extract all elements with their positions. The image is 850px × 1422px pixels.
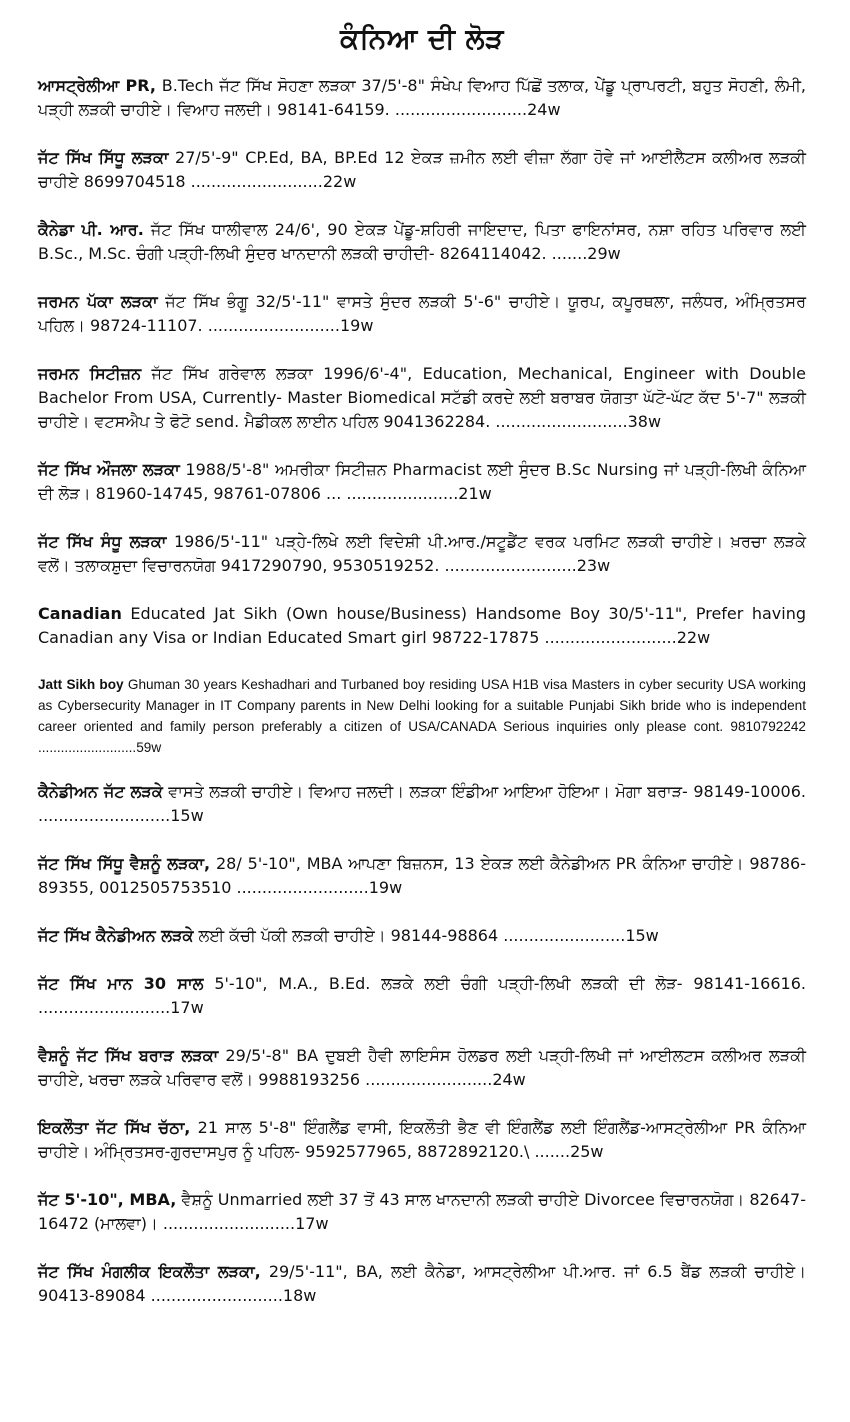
ad-body: 21 ਸਾਲ 5'-8" ਇੰਗਲੈਂਡ ਵਾਸੀ, ਇਕਲੌਤੀ ਭੈਣ ਵੀ ਇੰਗਲੈਂਡ ਲਈ ਇੰਗਲੈਂਡ-ਆਸਟ੍ਰੇਲੀਆ PR ਕੰਨਿਆ ਚਾਹੀਏ। ਅੰਮ੍ਰਿਤਸਰ-ਗੁਰਦਾਸਪੁਰ ਨੂੰ ਪਹਿਲ- 9592577965, 8872892120.\ <box>38 1118 806 1161</box>
ad-body: 1986/5'-11" ਪੜ੍ਹੇ-ਲਿਖੇ ਲਈ ਵਿਦੇਸ਼ੀ ਪੀ.ਆਰ./ਸਟੂਡੈਂਟ ਵਰਕ ਪਰਮਿਟ ਲੜਕੀ ਚਾਹੀਏ। ਖ਼ਰਚਾ ਲੜਕੇ ਵਲੋਂ। ਤਲਾਕਸ਼ੁਦਾ ਵਿਚਾਰਨਯੋਗ 9417290790, 9530519252. <box>38 532 807 575</box>
ad-body: ਲਈ ਕੱਚੀ ਪੱਕੀ ਲੜਕੀ ਚਾਹੀਏ। 98144-98864 <box>193 926 499 945</box>
classified-ad <box>38 1116 806 1164</box>
ad-body: Ghuman 30 years Keshadhari and Turbaned boy residing USA H1B visa Masters in cyber security USA working as Cybersecurity Manager in IT Company parents in New Delhi looking for a suitable Punjabi Sikh bride who is independent career oriented and family person preferably a citizen of USA/CANADA Serious inquiries only please cont. 9810792242 <box>38 677 806 734</box>
ad-code: ..........................59w <box>38 740 162 755</box>
ad-lead: Jatt Sikh boy <box>38 677 124 692</box>
ad-code: ..........................17w <box>38 998 204 1017</box>
ad-lead: ਜੱਟ ਸਿੱਖ ਕੈਨੇਡੀਅਨ ਲੜਕੇ <box>38 926 194 945</box>
ad-lead: Canadian <box>38 604 122 623</box>
classified-page <box>0 22 850 1422</box>
classified-ad <box>38 972 806 1020</box>
classified-ad <box>38 146 806 194</box>
ad-code: ..........................19w <box>231 878 403 897</box>
ad-lead: ਜਰਮਨ ਸਿਟੀਜ਼ਨ <box>38 364 142 383</box>
ads-list <box>38 74 806 1332</box>
classified-ad <box>38 458 806 506</box>
classified-ad <box>38 1044 806 1092</box>
classified-ad <box>38 852 806 900</box>
ad-body: ਜੱਟ ਸਿੱਖ ਭੰਗੂ 32/5'-11" ਵਾਸਤੇ ਸੁੰਦਰ ਲੜਕੀ 5'-6" ਚਾਹੀਏ। ਯੂਰਪ, ਕਪੂਰਥਲਾ, ਜਲੰਧਰ, ਅੰਮ੍ਰਿਤਸਰ ਪਹਿਲ। 98724-11107. <box>38 292 806 335</box>
classified-ad <box>38 1260 806 1308</box>
ad-code: .......25w <box>529 1142 604 1161</box>
ad-code: ........................15w <box>498 926 659 945</box>
ad-lead: ਇਕਲੌਤਾ ਜੱਟ ਸਿੱਖ ਚੱਠਾ, <box>38 1118 191 1137</box>
ad-lead: ਜੱਟ ਸਿੱਖ ਸੰਧੂ ਲੜਕਾ <box>38 532 167 551</box>
ad-lead: ਜੱਟ ਸਿੱਖ ਔਜਲਾ ਲੜਕਾ <box>38 460 180 479</box>
ad-lead: ਜੱਟ ਸਿੱਖ ਮੰਗਲੀਕ ਇਕਲੌਤਾ ਲੜਕਾ, <box>38 1262 261 1281</box>
ad-code: ......................21w <box>341 484 492 503</box>
classified-ad <box>38 362 806 434</box>
ad-body: 1988/5'-8" ਅਮਰੀਕਾ ਸਿਟੀਜ਼ਨ Pharmacist ਲਈ ਸੁੰਦਰ B.Sc Nursing ਜਾਂ ਪੜ੍ਹੀ-ਲਿਖੀ ਕੰਨਿਆ ਦੀ ਲੋੜ। 81960-14745, 98761-07806 ... <box>38 460 807 503</box>
classified-ad <box>38 290 806 338</box>
ad-code: ..........................19w <box>202 316 374 335</box>
ad-lead: ਕੈਨੇਡੀਅਨ ਜੱਟ ਲੜਕੇ <box>38 782 163 801</box>
ad-lead: ਜੱਟ ਸਿੱਖ ਸਿੱਧੂ ਲੜਕਾ <box>38 148 169 167</box>
ad-code: ..........................24w <box>389 100 561 119</box>
ad-body: Educated Jat Sikh (Own house/Business) Handsome Boy 30/5'-11", Prefer having Canadian any Visa or Indian Educated Smart girl 98722-17875 <box>38 604 806 647</box>
ad-lead: ਵੈਸ਼ਨੂੰ ਜੱਟ ਸਿੱਖ ਬਰਾੜ ਲੜਕਾ <box>38 1046 219 1065</box>
ad-body: ਵਾਸਤੇ ਲੜਕੀ ਚਾਹੀਏ। ਵਿਆਹ ਜਲਦੀ। ਲੜਕਾ ਇੰਡੀਆ ਆਇਆ ਹੋਇਆ। ਮੋਗਾ ਬਰਾੜ- 98149-10006. <box>162 782 806 801</box>
ad-code: ..........................18w <box>145 1286 317 1305</box>
page-title: ਕੰਨਿਆ ਦੀ ਲੋੜ <box>340 22 504 55</box>
classified-ad <box>38 218 806 266</box>
ad-code: ..........................38w <box>490 412 662 431</box>
ad-lead: ਜੱਟ ਸਿੱਖ ਮਾਨ 30 ਸਾਲ <box>38 974 204 993</box>
ad-body: 29/5'-8" BA ਦੁਬਈ ਹੈਵੀ ਲਾਇਸੰਸ ਹੋਲਡਰ ਲਈ ਪੜ੍ਹੀ-ਲਿਖੀ ਜਾਂ ਆਈਲਟਸ ਕਲੀਅਰ ਲੜਕੀ ਚਾਹੀਏ, ਖਰਚਾ ਲੜਕੇ ਪਰਿਵਾਰ ਵਲੋਂ। 9988193256 <box>38 1046 806 1089</box>
ad-body: ਵੈਸ਼ਨੂੰ Unmarried ਲਈ 37 ਤੋਂ 43 ਸਾਲ ਖਾਨਦਾਨੀ ਲੜਕੀ ਚਾਹੀਏ Divorcee ਵਿਚਾਰਨਯੋਗ। 82647-16472 (ਮਾਲਵਾ)। <box>38 1190 806 1233</box>
ad-body: ਜੱਟ ਸਿੱਖ ਗਰੇਵਾਲ ਲੜਕਾ 1996/6'-4", Education, Mechanical, Engineer with Double Bachelor From USA, Currently- Master Biomedical ਸਟੱਡੀ ਕਰਦੇ ਲਈ ਬਰਾਬਰ ਯੋਗਤਾ ਘੱਟੋ-ਘੱਟ ਕੱਦ 5'-7" ਲੜਕੀ ਚਾਹੀਏ। ਵਟਸਐਪ ਤੇ ਫੋਟੋ send. ਮੈਡੀਕਲ ਲਾਈਨ ਪਹਿਲ 9041362284. <box>38 364 807 431</box>
ad-lead: ਜੱਟ 5'-10", MBA, <box>38 1190 177 1209</box>
ad-lead: ਆਸਟ੍ਰੇਲੀਆ PR, <box>38 76 156 95</box>
ad-lead: ਜਰਮਨ ਪੱਕਾ ਲੜਕਾ <box>38 292 158 311</box>
ad-code: .......29w <box>546 244 621 263</box>
classified-ad <box>38 74 806 122</box>
classified-ad <box>38 924 806 948</box>
ad-lead: ਜੱਟ ਸਿੱਖ ਸਿੱਧੂ ਵੈਸ਼ਨੂੰ ਲੜਕਾ, <box>38 854 211 873</box>
classified-ad <box>38 674 806 758</box>
classified-ad <box>38 530 806 578</box>
classified-ad <box>38 602 806 650</box>
classified-ad <box>38 1188 806 1236</box>
ad-code: ..........................17w <box>157 1214 329 1233</box>
ad-code: ..........................22w <box>185 172 357 191</box>
ad-code: ..........................22w <box>539 628 711 647</box>
ad-code: ..........................23w <box>439 556 611 575</box>
ad-body: 28/ 5'-10", MBA ਆਪਣਾ ਬਿਜ਼ਨਸ, 13 ਏਕੜ ਲਈ ਕੈਨੇਡੀਅਨ PR ਕੰਨਿਆ ਚਾਹੀਏ। 98786-89355, 0012505753510 <box>38 854 806 897</box>
ad-body: ਜੱਟ ਸਿੱਖ ਧਾਲੀਵਾਲ 24/6', 90 ਏਕੜ ਪੇਂਡੂ-ਸ਼ਹਿਰੀ ਜਾਇਦਾਦ, ਪਿਤਾ ਫਾਇਨਾਂਸਰ, ਨਸ਼ਾ ਰਹਿਤ ਪਰਿਵਾਰ ਲਈ B.Sc., M.Sc. ਚੰਗੀ ਪੜ੍ਹੀ-ਲਿਖੀ ਸੁੰਦਰ ਖਾਨਦਾਨੀ ਲੜਕੀ ਚਾਹੀਦੀ- 8264114042. <box>38 220 806 263</box>
ad-lead: ਕੈਨੇਡਾ ਪੀ. ਆਰ. <box>38 220 144 239</box>
ad-code: ..........................15w <box>38 806 204 825</box>
ad-body: B.Tech ਜੱਟ ਸਿੱਖ ਸੋਹਣਾ ਲੜਕਾ 37/5'-8" ਸੰਖੇਪ ਵਿਆਹ ਪਿੱਛੋਂ ਤਲਾਕ, ਪੇਂਡੂ ਪ੍ਰਾਪਰਟੀ, ਬਹੁਤ ਸੋਹਣੀ, ਲੰਮੀ, ਪੜ੍ਹੀ ਲੜਕੀ ਚਾਹੀਏ। ਵਿਆਹ ਜਲਦੀ। 98141-64159. <box>38 76 806 119</box>
ad-body: 27/5'-9" CP.Ed, BA, BP.Ed 12 ਏਕੜ ਜ਼ਮੀਨ ਲਈ ਵੀਜ਼ਾ ਲੱਗਾ ਹੋਵੇ ਜਾਂ ਆਈਲੈਟਸ ਕਲੀਅਰ ਲੜਕੀ ਚਾਹੀਏ 8699704518 <box>38 148 806 191</box>
classified-ad <box>38 780 806 828</box>
ad-body: 5'-10", M.A., B.Ed. ਲੜਕੇ ਲਈ ਚੰਗੀ ਪੜ੍ਹੀ-ਲਿਖੀ ਲੜਕੀ ਦੀ ਲੋੜ- 98141-16616. <box>203 974 806 993</box>
ad-code: .........................24w <box>360 1070 526 1089</box>
ad-body: 29/5'-11", BA, ਲਈ ਕੈਨੇਡਾ, ਆਸਟ੍ਰੇਲੀਆ ਪੀ.ਆਰ. ਜਾਂ 6.5 ਬੈਂਡ ਲੜਕੀ ਚਾਹੀਏ। 90413-89084 <box>38 1262 806 1305</box>
